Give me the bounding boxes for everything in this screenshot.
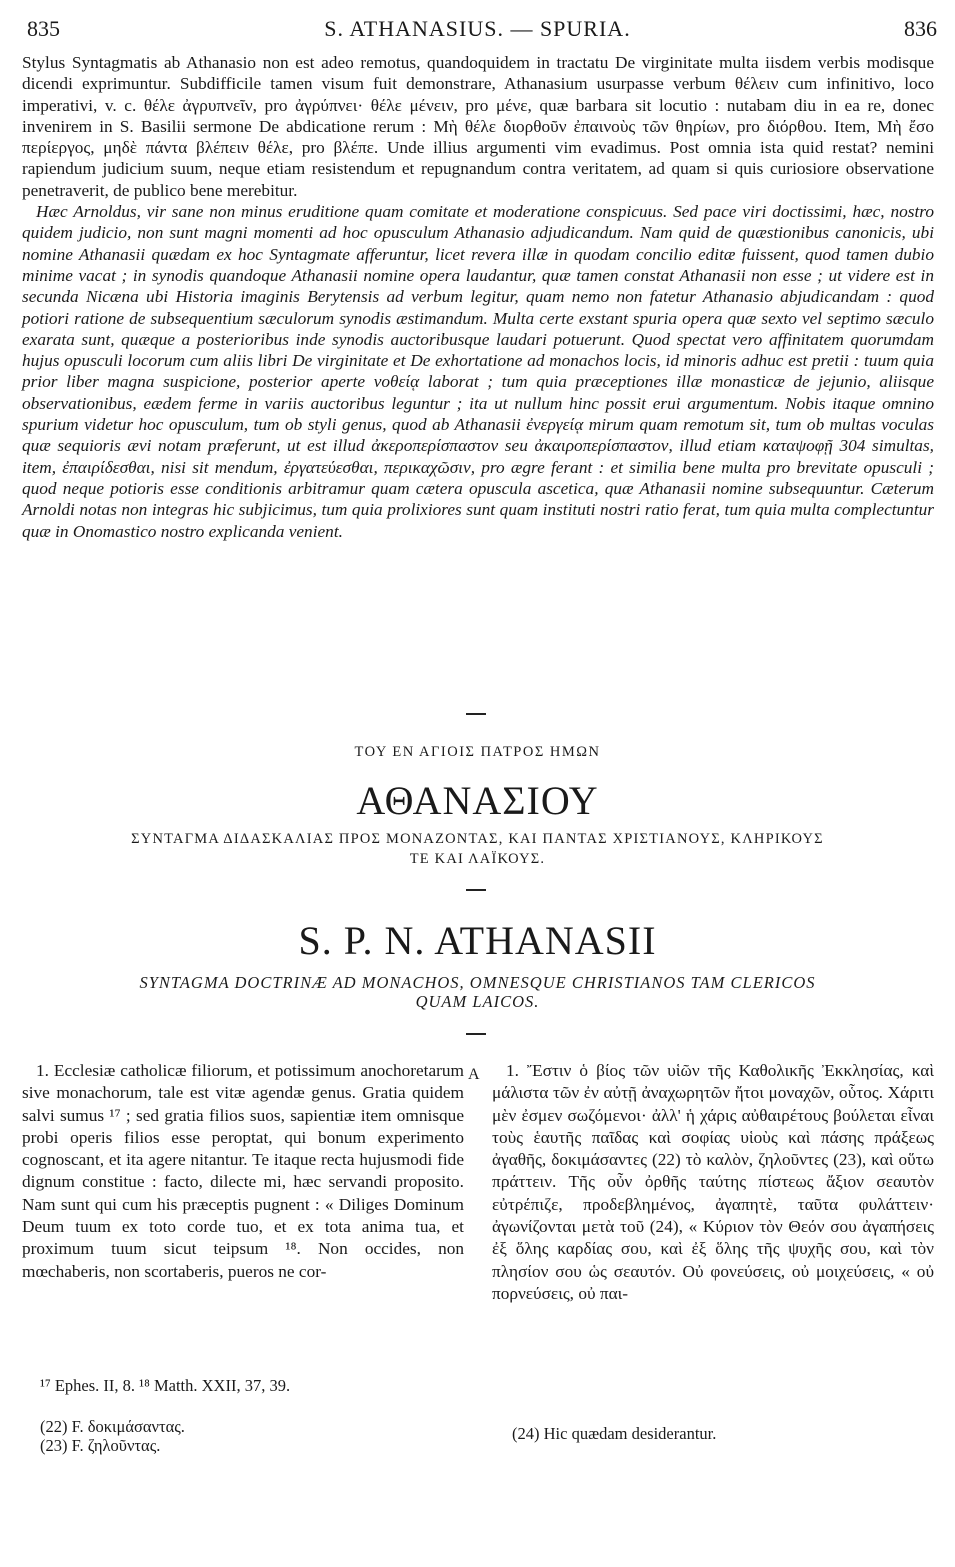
page-number-right: 836 (904, 16, 937, 41)
footnote-24: (24) Hic quædam desiderantur. (512, 1424, 717, 1443)
latin-heading-main: S. P. N. ATHANASII (298, 918, 657, 963)
scripture-references: ¹⁷ Ephes. II, 8. ¹⁸ Matth. XXII, 37, 39. (40, 1376, 291, 1395)
latin-subtitle-line-1: SYNTAGMA DOCTRINÆ AD MONACHOS, OMNESQUE CHRISTIANOS TAM CLERICOS (139, 973, 816, 992)
title-divider (466, 889, 486, 891)
page-number-left: 835 (27, 16, 60, 41)
intro-paragraph-2: Hæc Arnoldus, vir sane non minus eruditione quam comitate et moderatione conspicuus. Sed pace viri doctissimi, hæc, nostro quidem judicio, non sunt magni momenti ad hoc opusculum Athanasio adjudicandum. Nam quid de quæstionibus canonicis, ubi nomine Athanasii quædam ex hoc Syntagmate afferuntur, licet revera illæ in quodam concilio editæ fuissent, quod tamen dubio minime vacat ; in synodis quandoque Athanasii nomine opera laudantur, quæ tamen constat Athanasii non esse ; ut videre est in secunda Nicæna ubi Historia imaginis Berytensis ad verbum legitur, quam nemo non fatetur Athanasio abjudicandam : quod potiori ratione de subsequentium sæculorum synodis æstimandum. Multa certe exstant spuria opera quæ sexto vel septimo sæculo exarata sunt, quæque a posterioribus inde synodis auctoribusque laudari potuerunt. Quod spectat vero affinitatem quorumdam hujus opusculi locorum cum aliis libri De virginitate et De exhortatione ad monachos locis, id minoris adhuc est pretii : tuum quia prior liber magna suspicione, posterior aperte νοθείᾳ laborat ; tum quia præceptiones illæ monasticæ de jejunio, aliisque observationibus, eædem ferme in variis auctoribus leguntur ; ita ut nullum hinc possit erui argumentum. Nobis itaque omnino spurium videtur hoc opusculum, tum ob styli genus, quod ab Athanasii ἐνεργείᾳ mirum quam remotum sit, tum ob multas voculas quæ sequioris ævi notam præferunt, ut est illud ἀκεροπερίσπαστον seu ἀκαιροπερίσπαστον, illud etiam καταψοφῇ 304 simultas, item, ἐπαιρίδεσθαι, nisi sit mendum, ἐργατεύεσθαι, περικαχῶσιν, pro ægre ferant : et similia bene multa pro brevitate opusculi ; quod neque potioris esse conditionis arbitramur quam cætera opuscula ascetica, quæ Athanasii nomine subsequuntur. Cæterum Arnoldi notas non integras hic subjicimus, tum quia prolixiores sunt quam instituti nostri ratio ferat, tum quia multa complectuntur quæ in Onomastico nostro explicanda venient. (22, 202, 934, 541)
greek-subtitle-line-2: ΤΕ ΚΑΙ ΛΑΪΚΟΥΣ. (409, 851, 546, 867)
latin-column-text: 1. Ecclesiæ catholicæ filiorum, et potissimum anochoretarum sive monachorum, tale est vitæ agendæ genus. Gratia quidem salvi sumus ¹⁷ ; sed gratia filios suos, sapientiæ item omnisque probi operis filios esse peroptat, qui bonum experimento cognoscant, et ita agere nitantur. Te itaque recta hujusmodi fide dignum constitue : facto, dilecte mi, hæc servandi proposito. Nam sunt qui cum his præceptis pugnent : « Diliges Dominum Deum tuum ex toto corde tuo, et ex tota anima tua, et proximum tuum sicut teipsum ¹⁸. Non occides, non mœchaberis, non scortaberis, pueros ne cor- (22, 1061, 464, 1281)
running-title: S. ATHANASIUS. — SPURIA. (324, 16, 631, 41)
greek-heading-main: ΑΘΑΝΑΣΙΟΥ (356, 778, 599, 823)
footnotes-left (40, 1417, 460, 1455)
intro-paragraph-1: Stylus Syntagmatis ab Athanasio non est adeo remotus, quandoquidem in tractatu De virginitate multa iisdem verbis modisque dicendi exprimuntur. Subdifficile tamen visum fuit demonstrare, Athanasium usurpasse verbum θέλειν cum infinitivo, loco imperativi, v. c. θέλε ἀγρυπνεῖν, pro ἀγρύπνει· θέλε μένειν, pro μένε, quæ barbara sit locutio : nutabam diu in ea re, donec invenirem in S. Basilii sermone De abdicatione rerum : Μὴ θέλε διορθοῦν ἐπαινοὺς τῶν θηρίων, pro διόρθου. Item, Μὴ ἔσο περίεργος, μηδὲ πάντα βλέπειν θέλε, pro βλέπε. Unde illius argumenti vim evadimus. Post omnia ista quid restat? nemini rapiendum judicium suum, neque etiam resistendum et repugnandum contra veritatem, ad quam si quis curiosiore observatione penetraverit, de publico bene merebitur. (22, 53, 934, 200)
latin-column (22, 1060, 464, 1283)
latin-subtitle-line-2: QUAM LAICOS. (415, 992, 540, 1011)
footnote-22: (22) F. δοκιμάσαντας. (40, 1417, 185, 1436)
greek-heading-small: ΤΟΥ ΕΝ ΑΓΙΟΙΣ ΠΑΤΡΟΣ ΗΜΩΝ (354, 744, 601, 760)
greek-column-text: 1. Ἔστιν ὁ βίος τῶν υἱῶν τῆς Καθολικῆς Ἐκκλησίας, καὶ μάλιστα τῶν ἐν αὐτῇ ἀναχωρητῶν ἤτοι μοναχῶν, οὗτος. Χάριτι μὲν ἐσμεν σωζόμενοι· ἀλλ' ἡ χάρις αὐθαιρέτους βούλεται εἶναι τοὺς ἑαυτῆς παῖδας καὶ σοφίας υἱοὺς καὶ πάσης πράξεως ἀγαθῆς, δοκιμάσαντες (22) τὸ καλὸν, ζηλοῦντες (23), καὶ οὕτω πράττειν. Τῆς οὖν ὀρθῆς ταύτης πίστεως ἄξιον σεαυτὸν εὐτρέπιζε, προδεβλημένος, ἀγαπητὲ, ταῦτα φυλάττειν· ἀγωνίζονται μετὰ τοῦ (24), « Κύριον τὸν Θεόν σου ἀγαπήσεις ἐξ ὅλης καρδίας σου, καὶ ἐξ ὅλης τῆς ψυχῆς σου, καὶ τὸν πλησίον σου ὡς σεαυτόν. Οὐ φονεύσεις, οὐ μοιχεύσεις, « οὐ πορνεύσεις, οὐ παι- (492, 1061, 934, 1303)
section-divider (466, 713, 486, 715)
intro-commentary (22, 52, 934, 542)
column-divider (466, 1033, 486, 1035)
greek-subtitle-line-1: ΣΥΝΤΑΓΜΑ ΔΙΔΑΣΚΑΛΙΑΣ ΠΡΟΣ ΜΟΝΑΖΟΝΤΑΣ, ΚΑΙ ΠΑΝΤΑΣ ΧΡΙΣΤΙΑΝΟΥΣ, ΚΛΗΡΙΚΟΥΣ (131, 831, 824, 847)
footnote-23: (23) F. ζηλοῦντας. (40, 1436, 161, 1455)
greek-column (492, 1060, 934, 1305)
margin-marker: A (468, 1066, 480, 1083)
